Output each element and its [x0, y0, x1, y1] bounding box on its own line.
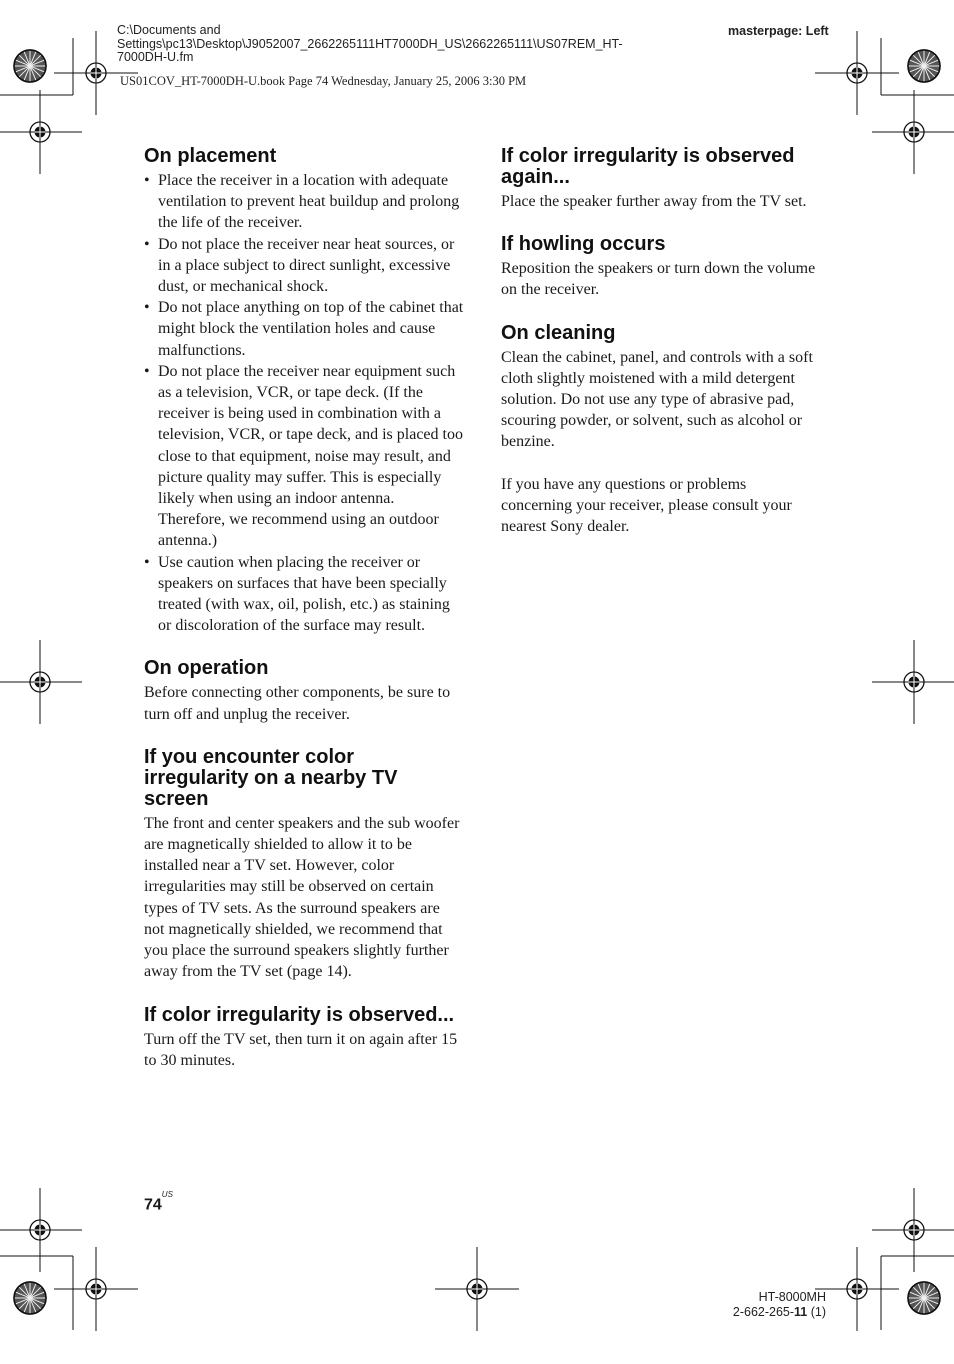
heading-on-cleaning: On cleaning	[501, 321, 616, 344]
section-on-operation	[144, 658, 464, 724]
section-observed-again	[501, 146, 821, 212]
section-howling	[501, 234, 821, 300]
howling-text: Reposition the speakers or turn down the volume on the receiver.	[501, 260, 816, 299]
heading-howling: If howling occurs	[501, 233, 666, 256]
model-info	[720, 1290, 826, 1320]
irregularity-observed-text: Turn off the TV set, then turn it on again after 15 to 30 minutes.	[144, 1030, 458, 1069]
section-on-placement	[144, 146, 464, 636]
left-column	[144, 146, 464, 1093]
heading-on-operation: On operation	[144, 657, 269, 680]
section-on-cleaning	[501, 323, 821, 538]
heading-color-irregularity: If you encounter color irregularity on a nearby TV screen	[144, 745, 398, 810]
masterpage-label: masterpage: Left	[728, 24, 829, 38]
section-irregularity-observed	[144, 1005, 464, 1071]
book-info-line: US01COV_HT-7000DH-U.book Page 74 Wednesday, January 25, 2006 3:30 PM	[120, 74, 527, 88]
heading-on-placement: On placement	[144, 145, 277, 167]
color-irregularity-text: The front and center speakers and the sub woofer are magnetically shielded to allow it to be installed near a TV set. However, color irregularities may still be observed on certain types of TV sets. As the surround speakers are not magnetically shielded, we recommend that you place the surround speakers slightly further away from the TV set (page 14).	[144, 814, 460, 981]
file-path-header	[117, 24, 687, 65]
right-column	[501, 146, 821, 559]
file-path-line-3: 7000DH-U.fm	[117, 50, 194, 64]
list-item: • Do not place anything on top of the cabinet that might block the ventilation holes and cause malfunctions.	[144, 297, 464, 361]
file-path-line-2: Settings\pc13\Desktop\J9052007_2662265111HT7000DH_US\2662265111\US07REM_HT-	[117, 36, 623, 51]
heading-observed-again: If color irregularity is observed again...	[501, 145, 795, 188]
dealer-text: If you have any questions or problems concerning your receiver, please consult your nearest Sony dealer.	[501, 475, 792, 536]
list-item: • Place the receiver in a location with adequate ventilation to prevent heat buildup and prolong the life of the receiver.	[144, 170, 464, 234]
page-suffix: US	[161, 1190, 173, 1199]
file-path-line-1: C:\Documents and	[117, 23, 221, 37]
model-name: HT-8000MH	[758, 1290, 826, 1304]
placement-list	[144, 170, 464, 636]
page-number: $74^{US}$	[144, 1190, 173, 1214]
heading-irregularity-observed: If color irregularity is observed...	[144, 1003, 455, 1026]
part-number: 2-662-265-11 (1)	[732, 1305, 826, 1319]
cleaning-text: Clean the cabinet, panel, and controls with a soft cloth slightly moistened with a mild detergent solution. Do not use any type of abrasive pad, scouring powder, or solvent, such as alcohol or benzine.	[501, 348, 813, 451]
observed-again-text: Place the speaker further away from the TV set.	[501, 193, 807, 210]
operation-text: Before connecting other components, be sure to turn off and unplug the receiver.	[144, 684, 451, 723]
section-color-irregularity	[144, 747, 464, 983]
list-item: • Do not place the receiver near heat sources, or in a place subject to direct sunlight, excessive dust, or mechanical shock.	[144, 234, 464, 298]
list-item: • Use caution when placing the receiver or speakers on surfaces that have been specially treated (with wax, oil, polish, etc.) as staining or discoloration of the surface may result.	[144, 552, 464, 637]
list-item: • Do not place the receiver near equipment such as a television, VCR, or tape deck. (If the receiver is being used in combination with a television, VCR, or tape deck, and is placed too close to that equipment, noise may result, and picture quality may suffer. This is especially likely when using an indoor antenna. Therefore, we recommend using an outdoor antenna.)	[144, 361, 464, 552]
